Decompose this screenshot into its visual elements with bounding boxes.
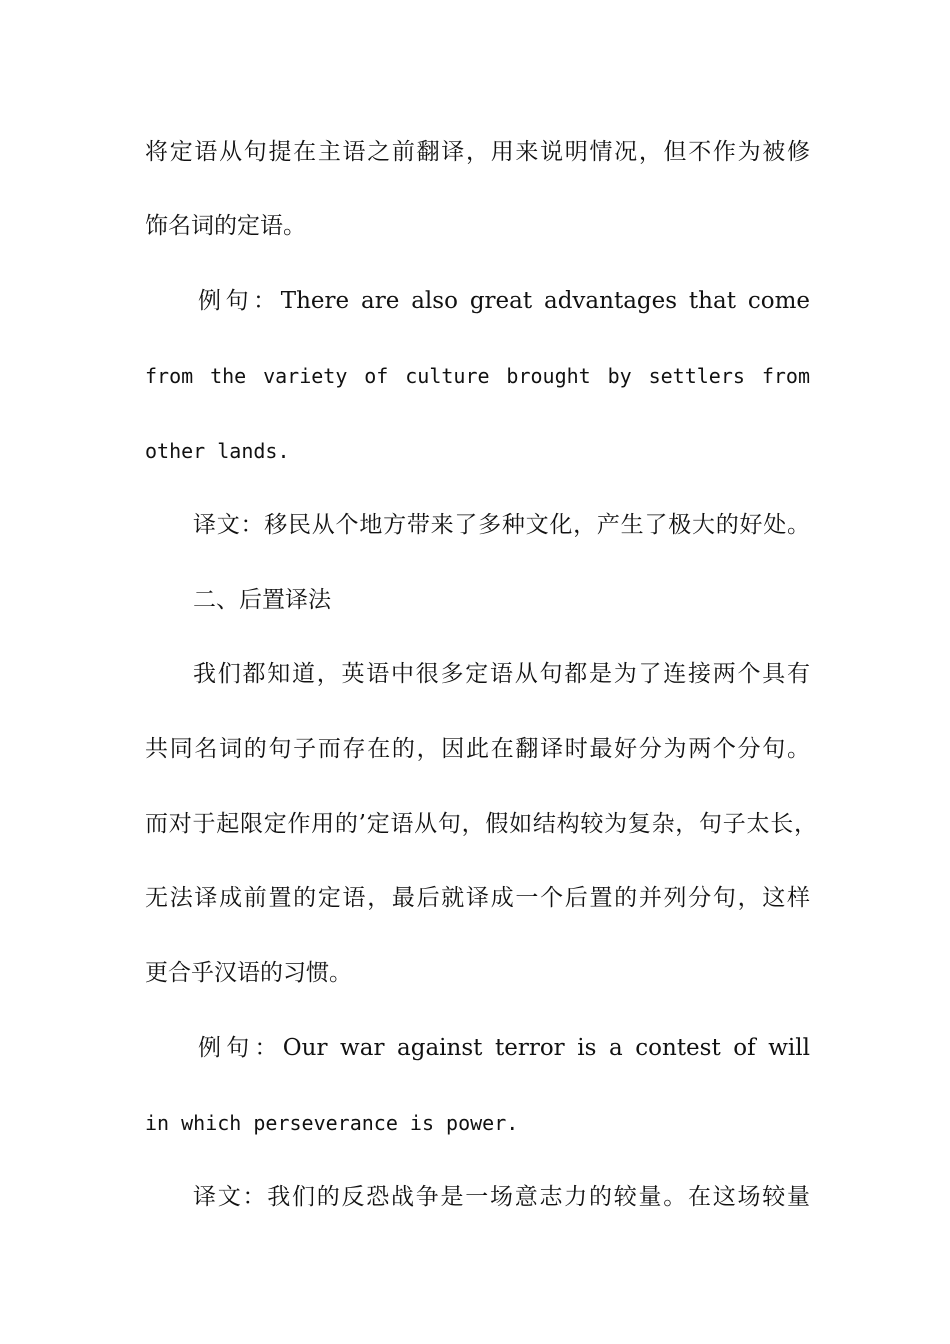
paragraph-2-line-2: 共同名词的句子而存在的，因此在翻译时最好分为两个分句。 <box>145 736 810 762</box>
example-sentence-1-line-1: 例句：There are also great advantages that come <box>198 288 810 314</box>
paragraph-line-1: 将定语从句提在主语之前翻译，用来说明情况，但不作为被修 <box>145 139 810 165</box>
example-sentence-1-line-2: from the variety of culture brought by settlers from <box>145 364 810 388</box>
translation-1: 译文：移民从个地方带来了多种文化，产生了极大的好处。 <box>193 512 810 538</box>
example-sentence-2-line-1: 例句：Our war against terror is a contest of will <box>198 1035 810 1061</box>
paragraph-2-line-1: 我们都知道，英语中很多定语从句都是为了连接两个具有 <box>193 661 810 687</box>
paragraph-2-line-3: 而对于起限定作用的’定语从句，假如结构较为复杂，句子太长， <box>145 811 817 837</box>
example-sentence-2-line-2: in which perseverance is power. <box>145 1111 519 1135</box>
translation-2: 译文：我们的反恐战争是一场意志力的较量。在这场较量 <box>193 1184 810 1210</box>
section-heading: 二、后置译法 <box>193 587 331 613</box>
paragraph-line-2: 饰名词的定语。 <box>145 213 306 239</box>
example-sentence-1-line-3: other lands. <box>145 439 290 463</box>
paragraph-2-line-4: 无法译成前置的定语，最后就译成一个后置的并列分句，这样 <box>145 885 810 911</box>
paragraph-2-line-5: 更合乎汉语的习惯。 <box>145 960 352 986</box>
